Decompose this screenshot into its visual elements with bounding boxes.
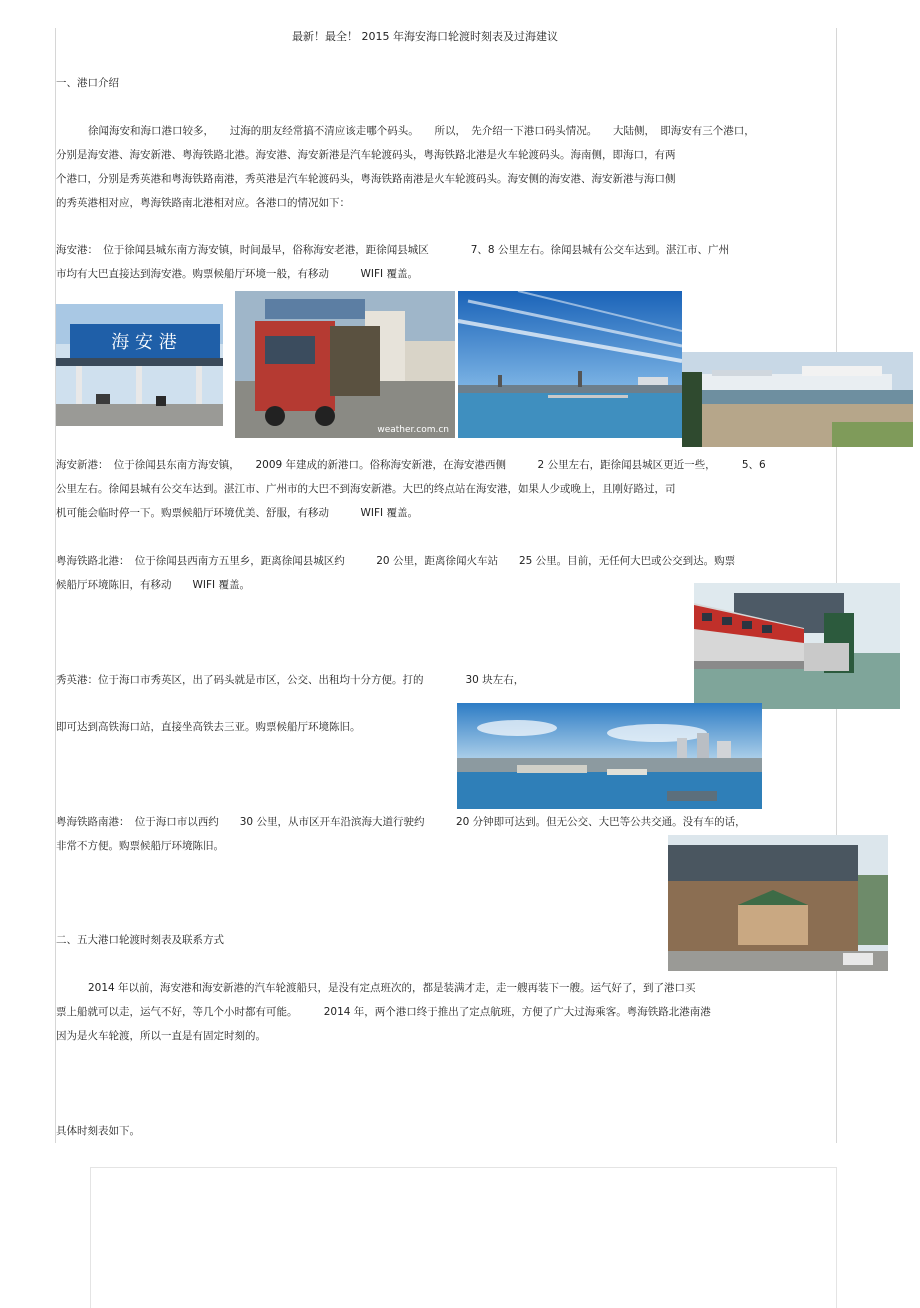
south-rail-terminal-photo — [668, 835, 888, 971]
section1-heading: 一、港口介绍 — [56, 77, 119, 89]
gate-sign-text: 海 安 港 — [111, 332, 177, 353]
history-line: 因为是火车轮渡，所以一直是有固定时刻的。 — [56, 1030, 266, 1042]
haian-port-gate-photo — [56, 304, 223, 426]
haian-new-port-line: 公里左右。徐闻县城有公交车达到。湛江市、广州市的大巴不到海安新港。大巴的终点站在海安港，如果人少或晚上，且刚好路过，司 — [56, 483, 676, 495]
south-rail-port-line: 粤海铁路南港： 位于海口市以西约 30 公里，从市区开车沿滨海大道行驶约 20 分钟即可达到。但无公交、大巴等公共交通。没有车的话， — [56, 816, 746, 828]
history-line: 票上船就可以走，运气不好，等几个小时都有可能。 2014 年，两个港口终于推出了定点航班，方便了广大过海乘客。粤海铁路北港南港 — [56, 1006, 711, 1018]
haian-port-line: 海安港： 位于徐闻县城东南方海安镇，时间最早，俗称海安老港，距徐闻县城区 7、8 公里左右。徐闻县城有公交车达到。湛江市、广州 — [56, 244, 729, 256]
haian-port-line: 市均有大巴直接达到海安港。购票候船厅环境一般，有移动 WIFI 覆盖。 — [56, 268, 418, 280]
schedule-intro: 具体时刻表如下。 — [56, 1125, 140, 1137]
haian-new-port-line: 海安新港： 位于徐闻县东南方海安镇， 2009 年建成的新港口。俗称海安新港，在海安港西侧 2 公里左右，距徐闻县城区更近一些， 5、6 — [56, 459, 766, 471]
haian-new-port-photo — [682, 352, 913, 447]
train-ferry-photo — [694, 583, 900, 709]
xiuying-port-aerial-photo — [457, 703, 762, 809]
haian-new-port-line: 机可能会临时停一下。购票候船厅环境优美、舒服，有移动 WIFI 覆盖。 — [56, 507, 418, 519]
north-rail-port-line: 粤海铁路北港： 位于徐闻县西南方五里乡，距离徐闻县城区约 20 公里，距离徐闻火车站 25 公里。目前，无任何大巴或公交到达。购票 — [56, 555, 736, 567]
truck-photo-watermark: weather.com.cn — [377, 425, 449, 435]
xiuying-port-line: 秀英港：位于海口市秀英区，出了码头就是市区，公交、出租均十分方便。打的 30 块左右， — [56, 674, 525, 686]
intro-line: 的秀英港相对应，粤海铁路南北港相对应。各港口的情况如下： — [56, 197, 350, 209]
document-title: 最新！最全！ 2015 年海安海口轮渡时刻表及过海建议 — [292, 30, 558, 43]
truck-ferry-photo — [235, 291, 455, 438]
harbor-sea-photo — [458, 291, 682, 438]
schedule-table-frame — [90, 1167, 837, 1308]
intro-line: 分别是海安港、海安新港、粤海铁路北港。海安港、海安新港是汽车轮渡码头，粤海铁路北港是火车轮渡码头。海南侧，即海口，有两 — [56, 149, 676, 161]
section2-heading: 二、五大港口轮渡时刻表及联系方式 — [56, 934, 224, 946]
history-line: 2014 年以前，海安港和海安新港的汽车轮渡船只，是没有定点班次的，都是装满才走，走一艘再装下一艘。运气好了，到了港口买 — [88, 982, 696, 994]
south-rail-port-line: 非常不方便。购票候船厅环境陈旧。 — [56, 840, 224, 852]
north-rail-port-line: 候船厅环境陈旧，有移动 WIFI 覆盖。 — [56, 579, 250, 591]
intro-line: 徐闻海安和海口港口较多， 过海的朋友经常搞不清应该走哪个码头。 所以， 先介绍一下港口码头情况。 大陆侧， 即海安有三个港口， — [88, 125, 755, 137]
xiuying-port-line: 即可达到高铁海口站，直接坐高铁去三亚。购票候船厅环境陈旧。 — [56, 721, 361, 733]
intro-line: 个港口，分别是秀英港和粤海铁路南港，秀英港是汽车轮渡码头，粤海铁路南港是火车轮渡码头。海安侧的海安港、海安新港与海口侧 — [56, 173, 676, 185]
